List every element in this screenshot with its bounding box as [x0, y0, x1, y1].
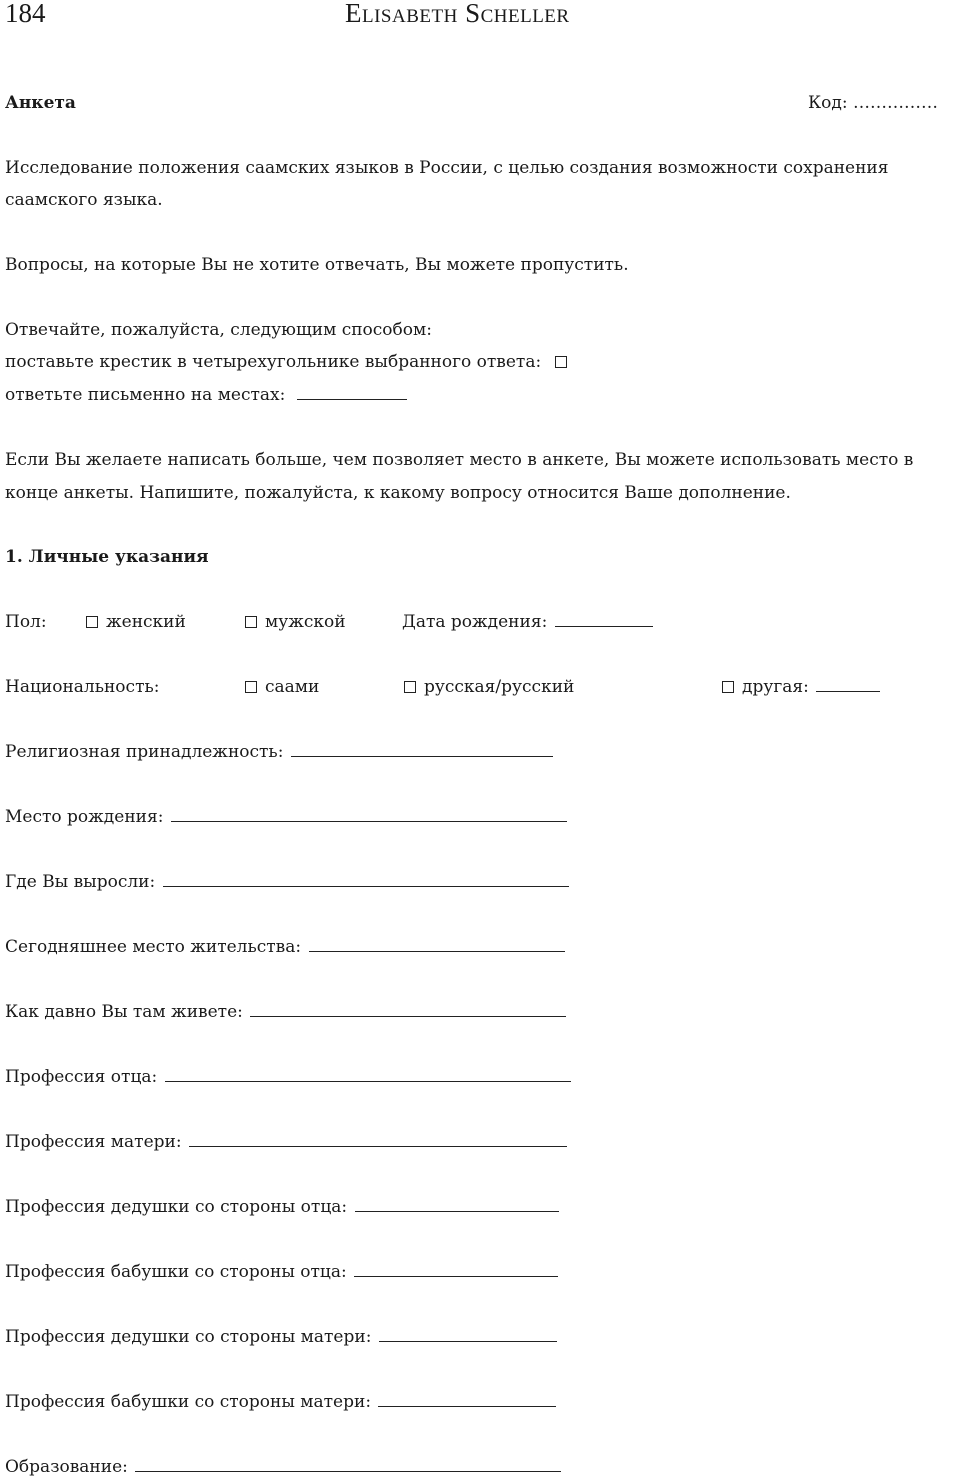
education-label: Образование: — [5, 1457, 128, 1477]
sex-male-label: мужской — [265, 612, 346, 632]
nationality-russian-option[interactable] — [404, 676, 574, 698]
birthplace-field[interactable] — [171, 807, 567, 822]
instructions-line-2-text: поставьте крестик в четырехугольнике выбранного ответа: — [5, 352, 542, 372]
maternal-grandfather-field[interactable] — [379, 1327, 557, 1342]
maternal-grandfather-label: Профессия дедушки со стороны матери: — [5, 1327, 372, 1347]
grew-up-row — [5, 871, 569, 893]
birth-date-field[interactable] — [555, 612, 653, 627]
birthplace-row — [5, 806, 567, 828]
grew-up-label: Где Вы выросли: — [5, 872, 156, 892]
paternal-grandmother-label: Профессия бабушки со стороны отца: — [5, 1262, 347, 1282]
sex-female-option[interactable] — [86, 611, 186, 633]
nationality-saami-checkbox[interactable] — [245, 681, 257, 693]
birth-date-row — [402, 611, 653, 633]
nationality-saami-option[interactable] — [245, 676, 319, 698]
sex-female-label: женский — [106, 612, 186, 632]
father-profession-row — [5, 1066, 571, 1088]
religion-row — [5, 741, 553, 763]
paternal-grandfather-field[interactable] — [355, 1197, 559, 1212]
section-heading: 1. Личные указания — [5, 547, 209, 567]
mother-profession-row — [5, 1131, 567, 1153]
intro-line-2: саамского языка. — [5, 190, 163, 210]
how-long-label: Как давно Вы там живете: — [5, 1002, 243, 1022]
paternal-grandmother-row — [5, 1261, 558, 1283]
birth-date-label: Дата рождения: — [402, 612, 548, 632]
residence-row — [5, 936, 565, 958]
nationality-label: Национальность: — [5, 677, 160, 697]
education-field[interactable] — [135, 1457, 561, 1472]
extra-space-line-2: конце анкеты. Напишите, пожалуйста, к какому вопросу относится Ваше дополнение. — [5, 483, 791, 503]
maternal-grandmother-field[interactable] — [378, 1392, 556, 1407]
religion-label: Религиозная принадлежность: — [5, 742, 284, 762]
maternal-grandmother-label: Профессия бабушки со стороны матери: — [5, 1392, 372, 1412]
nationality-other-option[interactable] — [722, 676, 880, 698]
example-blank — [297, 385, 407, 400]
sex-female-checkbox[interactable] — [86, 616, 98, 628]
maternal-grandfather-row — [5, 1326, 557, 1348]
instructions-line-3-text: ответьте письменно на местах: — [5, 385, 286, 405]
paternal-grandfather-label: Профессия дедушки со стороны отца: — [5, 1197, 348, 1217]
paternal-grandfather-row — [5, 1196, 559, 1218]
instructions-line-1: Отвечайте, пожалуйста, следующим способом: — [5, 320, 432, 340]
example-checkbox — [555, 356, 567, 368]
running-head: Elisabeth Scheller — [345, 0, 570, 28]
father-profession-label: Профессия отца: — [5, 1067, 158, 1087]
mother-profession-label: Профессия матери: — [5, 1132, 182, 1152]
nationality-other-checkbox[interactable] — [722, 681, 734, 693]
skip-note: Вопросы, на которые Вы не хотите отвечать, Вы можете пропустить. — [5, 255, 629, 275]
nationality-saami-label: саами — [265, 677, 320, 697]
education-row — [5, 1456, 561, 1478]
code-field[interactable]: Код: …………… — [808, 93, 938, 113]
grew-up-field[interactable] — [163, 872, 569, 887]
maternal-grandmother-row — [5, 1391, 556, 1413]
extra-space-line-1: Если Вы желаете написать больше, чем позволяет место в анкете, Вы можете использовать место в — [5, 450, 914, 470]
religion-field[interactable] — [291, 742, 553, 757]
sex-label: Пол: — [5, 612, 47, 632]
sex-male-option[interactable] — [245, 611, 346, 633]
instructions-line-3 — [5, 384, 407, 406]
paternal-grandmother-field[interactable] — [354, 1262, 558, 1277]
instructions-line-2 — [5, 351, 575, 373]
nationality-russian-checkbox[interactable] — [404, 681, 416, 693]
intro-line-1: Исследование положения саамских языков в России, с целью создания возможности сохранения — [5, 158, 889, 178]
residence-field[interactable] — [309, 937, 565, 952]
page-number: 184 — [5, 0, 46, 28]
form-title: Анкета — [5, 93, 76, 113]
residence-label: Сегодняшнее место жительства: — [5, 937, 302, 957]
birthplace-label: Место рождения: — [5, 807, 164, 827]
nationality-other-field[interactable] — [816, 677, 880, 692]
how-long-row — [5, 1001, 566, 1023]
nationality-russian-label: русская/русский — [424, 677, 575, 697]
sex-male-checkbox[interactable] — [245, 616, 257, 628]
nationality-other-label: другая: — [742, 677, 809, 697]
father-profession-field[interactable] — [165, 1067, 571, 1082]
mother-profession-field[interactable] — [189, 1132, 567, 1147]
how-long-field[interactable] — [250, 1002, 566, 1017]
